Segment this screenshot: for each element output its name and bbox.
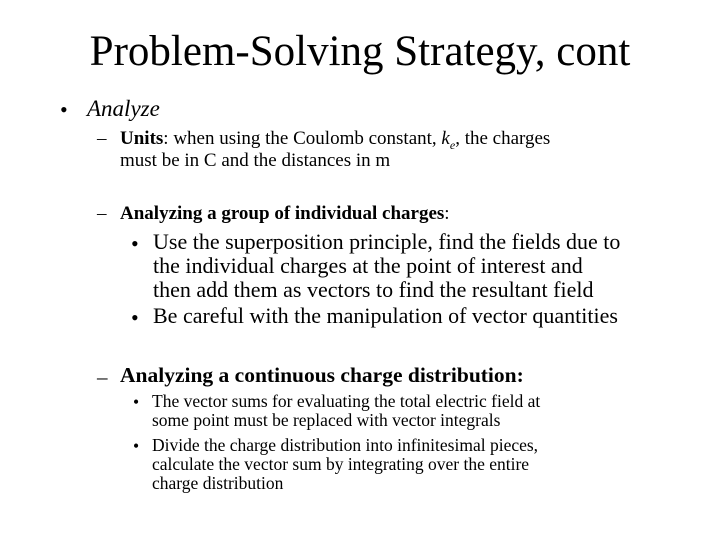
continuous-item-2-line-3: charge distribution — [152, 473, 284, 493]
group-item-2-line-1: Be careful with the manipulation of vector quantities — [153, 303, 618, 328]
bullet-marker: • — [133, 436, 140, 456]
slide-title: Problem-Solving Strategy, cont — [89, 28, 631, 75]
units-line-2: must be in C and the distances in m — [120, 150, 391, 171]
continuous-item-2-line-2: calculate the vector sum by integrating over the entire — [152, 454, 530, 474]
dash-marker: – — [97, 203, 107, 224]
units-text-a: : when using the Coulomb constant, — [163, 128, 442, 149]
dash-marker: – — [97, 365, 108, 389]
group-item-1-line-1: Use the superposition principle, find the fields due to — [153, 229, 621, 254]
bullet-marker: • — [131, 231, 139, 256]
group-heading — [120, 203, 450, 224]
units-label: Units — [120, 128, 164, 149]
continuous-item-2-line-1: Divide the charge distribution into infinitesimal pieces, — [152, 435, 539, 455]
group-colon: : — [444, 203, 450, 224]
dash-marker: – — [97, 128, 107, 149]
bullet-marker: • — [60, 97, 68, 122]
continuous-heading: Analyzing a continuous charge distribution: — [120, 363, 524, 387]
bullet-marker: • — [131, 305, 139, 330]
units-text-b: , the charges — [455, 128, 551, 149]
coulomb-k-subscript: e — [449, 137, 456, 152]
coulomb-k: k — [441, 128, 450, 149]
group-label: Analyzing a group of individual charges — [120, 203, 445, 224]
continuous-item-1-line-1: The vector sums for evaluating the total electric field at — [152, 391, 541, 411]
group-item-1-line-3: then add them as vectors to find the resultant field — [153, 277, 594, 302]
continuous-item-1-line-2: some point must be replaced with vector integrals — [152, 410, 501, 430]
analyze-heading: Analyze — [87, 96, 160, 121]
bullet-marker: • — [133, 392, 140, 412]
group-item-1-line-2: the individual charges at the point of interest and — [153, 253, 583, 278]
